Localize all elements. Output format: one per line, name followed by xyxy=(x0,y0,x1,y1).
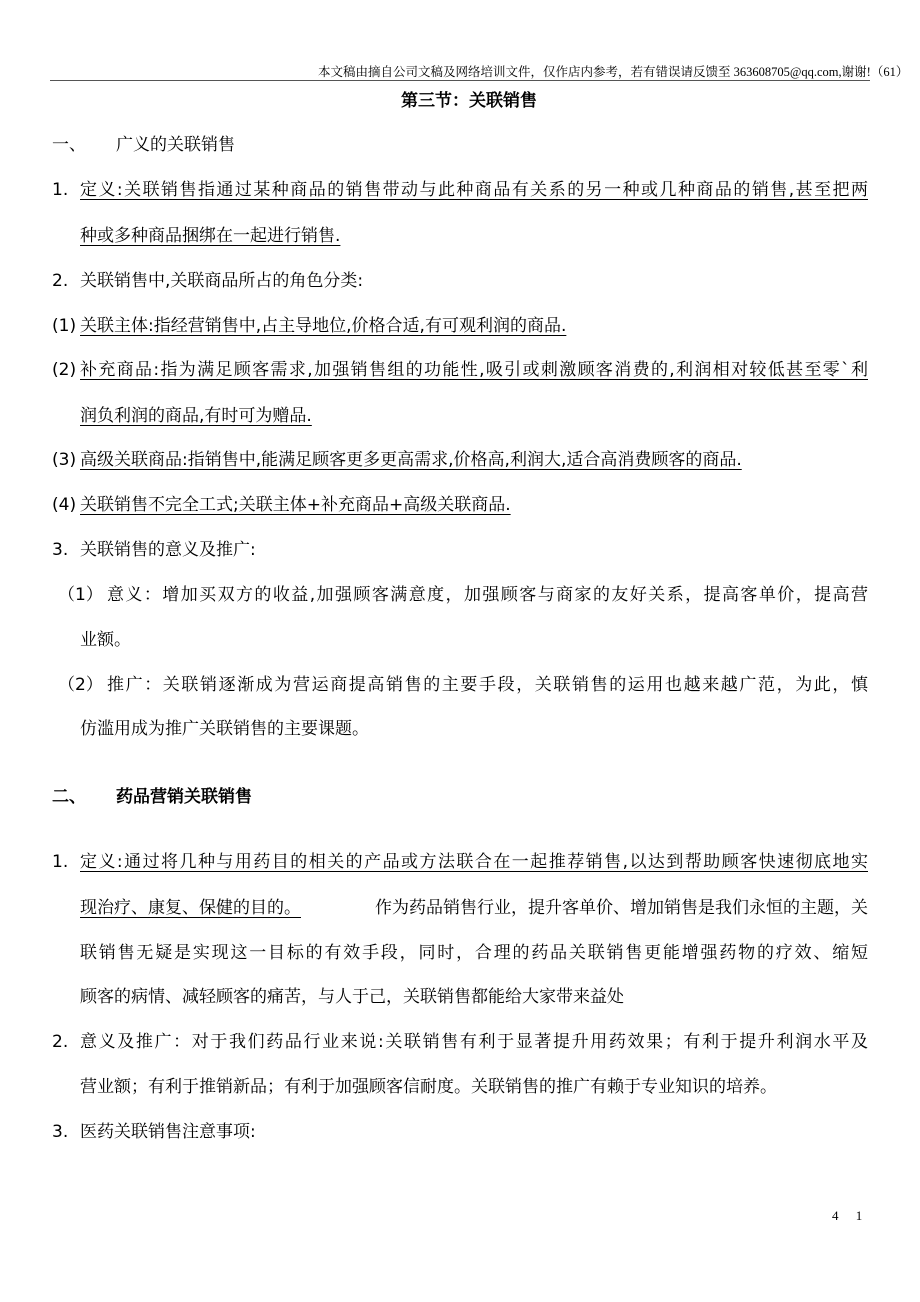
item-text: 顾客的病情、减轻顾客的痛苦，与人于己，关联销售都能给大家带来益处 xyxy=(80,987,624,1007)
item-text: 仿滥用成为推广关联销售的主要课题。 xyxy=(80,719,369,739)
section-number: 一、 xyxy=(52,135,86,155)
header-rule xyxy=(50,80,870,81)
section-heading: 广义的关联销售 xyxy=(116,135,235,155)
item-number: 3. xyxy=(52,540,69,560)
section-heading: 药品营销关联销售 xyxy=(116,787,252,807)
item-text: 推广：关联销逐渐成为营运商提高销售的主要手段，关联销售的运用也越来越广范，为此，慎 xyxy=(107,675,868,695)
section-number: 二、 xyxy=(52,787,86,807)
item-number: 2. xyxy=(52,271,69,291)
section-title: 第三节：关联销售 xyxy=(401,91,537,111)
item-text: 关联主体:指经营销售中,占主导地位,价格合适,有可观利润的商品. xyxy=(80,316,567,336)
item-number: (4) xyxy=(52,495,77,515)
item-number: （1） xyxy=(58,585,103,605)
page-number: 4 1 xyxy=(832,1208,863,1223)
item-text: 作为药品销售行业，提升客单价、增加销售是我们永恒的主题，关 xyxy=(375,898,868,918)
item-text: 高级关联商品:指销售中,能满足顾客更多更高需求,价格高,利润大,适合高消费顾客的商品. xyxy=(80,450,742,470)
item-text: 定义:关联销售指通过某种商品的销售带动与此种商品有关系的另一种或几种商品的销售,甚至把两 xyxy=(80,180,868,200)
item-number: 1. xyxy=(52,852,69,872)
item-text: 营业额；有利于推销新品；有利于加强顾客信耐度。关联销售的推广有赖于专业知识的培养。 xyxy=(80,1077,777,1097)
item-text: 业额。 xyxy=(80,630,131,650)
item-number: 2. xyxy=(52,1032,69,1052)
item-text: 意义：增加买双方的收益,加强顾客满意度，加强顾客与商家的友好关系，提高客单价，提高营 xyxy=(107,585,868,605)
item-text: 联销售无疑是实现这一目标的有效手段，同时，合理的药品关联销售更能增强药物的疗效、缩短 xyxy=(80,943,868,963)
item-number: 1. xyxy=(52,180,69,200)
item-text: 关联销售的意义及推广: xyxy=(80,540,256,560)
item-text: 润负利润的商品,有时可为赠品. xyxy=(80,406,312,426)
item-text: 意义及推广：对于我们药品行业来说:关联销售有利于显著提升用药效果；有利于提升利润水平及 xyxy=(80,1032,868,1052)
item-text: 医药关联销售注意事项: xyxy=(80,1122,256,1142)
item-number: (3) xyxy=(52,450,77,470)
page-header: 本文稿由摘自公司文稿及网络培训文件，仅作店内参考，若有错误请反馈至 363608705@qq.com,谢谢!（61） xyxy=(318,65,909,79)
item-number: 3. xyxy=(52,1122,69,1142)
item-text: 现治疗、康复、保健的目的。 xyxy=(80,898,301,918)
item-number: (1) xyxy=(52,316,77,336)
item-line xyxy=(80,896,868,920)
item-text: 定义:通过将几种与用药目的相关的产品或方法联合在一起推荐销售,以达到帮助顾客快速彻底地实 xyxy=(80,852,868,872)
item-text: 种或多种商品捆绑在一起进行销售. xyxy=(80,226,341,246)
item-text: 关联销售不完全工式;关联主体+补充商品+高级关联商品. xyxy=(80,495,511,515)
item-number: （2） xyxy=(58,675,103,695)
item-text: 关联销售中,关联商品所占的角色分类: xyxy=(80,271,364,291)
item-text: 补充商品:指为满足顾客需求,加强销售组的功能性,吸引或刺激顾客消费的,利润相对较低甚至零`利 xyxy=(80,360,868,380)
item-number: (2) xyxy=(52,360,77,380)
